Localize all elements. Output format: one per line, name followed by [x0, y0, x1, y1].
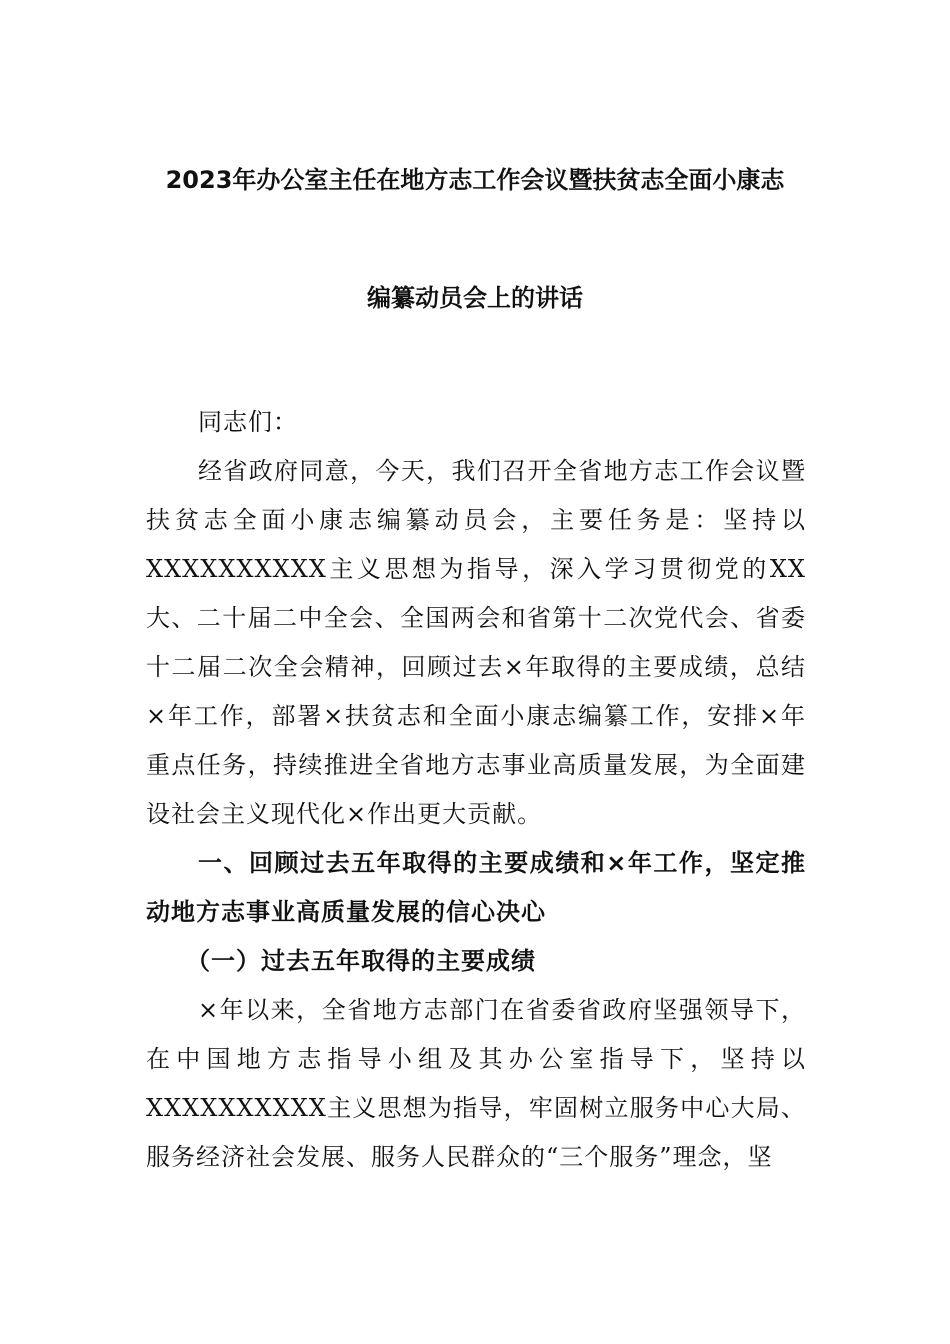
salutation: 同志们： [198, 408, 298, 436]
document-title-line-2: 编纂动员会上的讲话 [367, 284, 583, 312]
document-body [146, 398, 806, 1182]
document-title-line-1: 2023年办公室主任在地方志工作会议暨扶贫志全面小康志 [165, 166, 785, 194]
subsection-heading: （一）过去五年取得的主要成绩 [186, 947, 536, 975]
paragraph: ×年以来，全省地方志部门在省委省政府坚强领导下，在中国地方志指导小组及其办公室指导下，坚持以XXXXXXXXXX主义思想为指导，牢固树立服务中心大局、服务经济社会发展、服务人民群众的“三个服务”理念，坚 [146, 996, 806, 1171]
paragraph: 经省政府同意，今天，我们召开全省地方志工作会议暨扶贫志全面小康志编纂动员会，主要任务是：坚持以XXXXXXXXXX主义思想为指导，深入学习贯彻党的XX大、二十届二中全会、全国两会和省第十二次党代会、省委十二届二次全会精神，回顾过去×年取得的主要成绩，总结×年工作，部署×扶贫志和全面小康志编纂工作，安排×年重点任务，持续推进全省地方志事业高质量发展，为全面建设社会主义现代化×作出更大贡献。 [146, 457, 806, 828]
section-heading: 一、回顾过去五年取得的主要成绩和×年工作，坚定推动地方志事业高质量发展的信心决心 [146, 849, 806, 926]
